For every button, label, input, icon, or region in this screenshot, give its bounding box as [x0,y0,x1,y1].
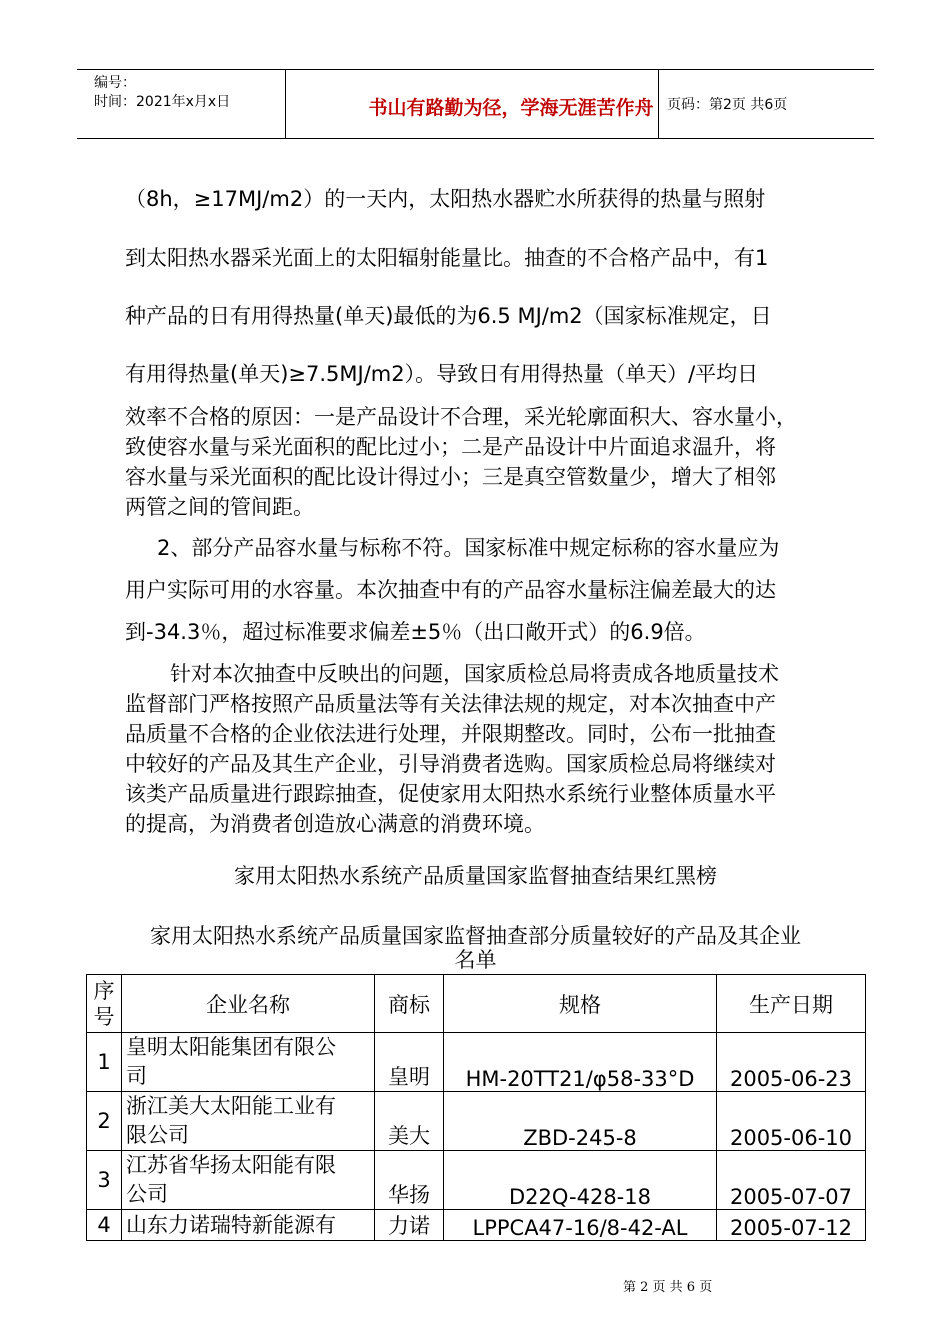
table-row [87,1210,866,1241]
paragraph-line: 2、部分产品容水量与标称不符。国家标准中规定标称的容水量应为 [157,536,780,560]
cell-no: 4 [87,1210,122,1241]
cell-brand: 美大 [375,1092,444,1151]
paragraph-line: 效率不合格的原因：一是产品设计不合理，采光轮廓面积大、容水量小， [125,405,797,429]
cell-company: 皇明太阳能集团有限公 司 [122,1033,375,1092]
header-spec: 规格 [444,975,717,1033]
paragraph-line: 监督部门严格按照产品质量法等有关法律法规的规定，对本次抽查中产 [125,692,776,716]
paragraph-line: 的提高，为消费者创造放心满意的消费环境。 [125,812,545,836]
paragraph-line: 品质量不合格的企业依法进行处理，并限期整改。同时，公布一批抽查 [125,722,776,746]
section-title: 家用太阳热水系统产品质量国家监督抽查结果红黑榜 [234,864,717,888]
table-row [87,1151,866,1210]
paragraph-line: 到-34.3％，超过标准要求偏差±5％（出口敞开式）的6.9倍。 [125,620,706,644]
header-date: 生产日期 [717,975,866,1033]
header-divider [658,70,659,138]
paragraph-line: 到太阳热水器采光面上的太阳辐射能量比。抽查的不合格产品中，有1 [125,246,769,270]
product-table [86,974,866,1241]
cell-company: 江苏省华扬太阳能有限 公司 [122,1151,375,1210]
table-row [87,1033,866,1092]
number-label: 编号： [94,75,136,91]
cell-brand: 力诺 [375,1210,444,1241]
header-meta [94,74,230,112]
header-no: 序 号 [87,975,122,1033]
cell-date: 2005-06-23 [717,1033,866,1092]
time-label: 时间：2021年x月x日 [94,94,231,110]
cell-company: 山东力诺瑞特新能源有 [122,1210,375,1241]
table-header-row [87,975,866,1033]
cell-date: 2005-07-12 [717,1210,866,1241]
cell-date: 2005-06-10 [717,1092,866,1151]
table-row [87,1092,866,1151]
cell-company: 浙江美大太阳能工业有 限公司 [122,1092,375,1151]
paragraph-line: 两管之间的管间距。 [125,495,314,519]
cell-brand: 皇明 [375,1033,444,1092]
paragraph-line: 种产品的日有用得热量(单天)最低的为6.5 MJ/m2（国家标准规定，日 [125,304,772,328]
cell-spec: HM-20TT21/φ58-33°D [444,1033,717,1092]
cell-no: 3 [87,1151,122,1210]
header-company: 企业名称 [122,975,375,1033]
paragraph-line: 容水量与采光面积的配比设计得过小；三是真空管数量少，增大了相邻 [125,465,776,489]
cell-spec: LPPCA47-16/8-42-AL [444,1210,717,1241]
cell-spec: D22Q-428-18 [444,1151,717,1210]
page-footer: 第 2 页 共 6 页 [623,1280,713,1295]
cell-no: 2 [87,1092,122,1151]
table-caption-cont: 名单 [454,948,497,972]
cell-date: 2005-07-07 [717,1151,866,1210]
header-motto: 书山有路勤为径，学海无涯苦作舟 [368,97,654,119]
page-header [77,69,874,139]
header-brand: 商标 [375,975,444,1033]
cell-no: 1 [87,1033,122,1092]
table-caption: 家用太阳热水系统产品质量国家监督抽查部分质量较好的产品及其企业 [150,924,801,948]
paragraph-line: 中较好的产品及其生产企业，引导消费者选购。国家质检总局将继续对 [125,752,776,776]
paragraph-line: 致使容水量与采光面积的配比过小；二是产品设计中片面追求温升，将 [125,435,776,459]
paragraph-line: 有用得热量(单天)≥7.5MJ/m2）。导致日有用得热量（单天）/平均日 [125,362,759,386]
paragraph-line: 针对本次抽查中反映出的问题，国家质检总局将责成各地质量技术 [170,662,779,686]
paragraph-line: 该类产品质量进行跟踪抽查，促使家用太阳热水系统行业整体质量水平 [125,782,776,806]
cell-brand: 华扬 [375,1151,444,1210]
paragraph-line: （8h，≥17MJ/m2）的一天内，太阳热水器贮水所获得的热量与照射 [125,187,766,211]
header-page-info: 页码：第2页 共6页 [667,97,788,113]
cell-spec: ZBD-245-8 [444,1092,717,1151]
paragraph-line: 用户实际可用的水容量。本次抽查中有的产品容水量标注偏差最大的达 [125,578,776,602]
